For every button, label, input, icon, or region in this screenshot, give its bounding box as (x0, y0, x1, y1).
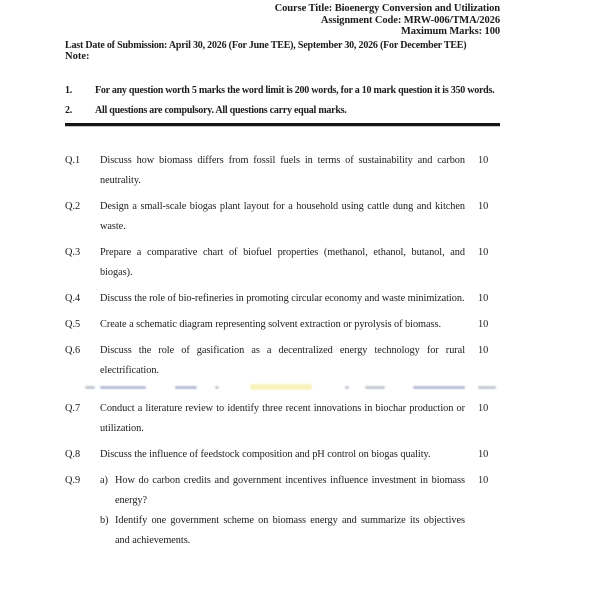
faded-dash (100, 386, 146, 389)
question-number: Q.8 (65, 449, 81, 460)
maximum-marks: Maximum Marks: 100 (400, 26, 500, 37)
separator-line (65, 123, 500, 127)
faded-dash (250, 384, 312, 390)
question-row (65, 471, 500, 551)
faded-dash (215, 386, 219, 389)
last-date-of-submission: Last Date of Submission: April 30, 2026 (For June TEE), September 30, 2026 (For December TEE) (65, 39, 467, 51)
question-text (100, 471, 465, 551)
sub-part-label: a) (100, 475, 108, 486)
sub-part-text: How do carbon credits and government incentives influence investment in biomass energy? (115, 475, 465, 506)
question-text: Discuss the role of bio-refineries in promoting circular economy and waste minimization. (100, 293, 465, 304)
question-sub-part (100, 471, 465, 511)
question-number: Q.5 (65, 319, 81, 330)
question-marks: 10 (478, 475, 489, 486)
question-marks: 10 (478, 345, 489, 356)
questions-list (65, 151, 500, 551)
question-marks: 10 (478, 403, 489, 414)
sub-part-text: Identify one government scheme on biomass energy and summarize its objectives and achievements. (115, 515, 465, 546)
note-item-number: 1. (65, 84, 72, 96)
question-number: Q.1 (65, 155, 81, 166)
question-marks: 10 (478, 201, 489, 212)
question-number: Q.9 (65, 475, 81, 486)
question-row (65, 341, 500, 381)
question-row (65, 197, 500, 237)
note-label: Note: (65, 51, 90, 62)
question-number: Q.4 (65, 293, 81, 304)
question-row (65, 289, 500, 309)
faded-dash (85, 386, 95, 389)
question-text: Discuss the role of gasification as a decentralized energy technology for rural electrification. (100, 345, 465, 376)
note-item (65, 104, 500, 117)
question-row (65, 243, 500, 283)
question-row (65, 151, 500, 191)
question-sub-part (100, 511, 465, 551)
question-marks: 10 (478, 293, 489, 304)
question-number: Q.6 (65, 345, 81, 356)
question-text: Discuss how biomass differs from fossil fuels in terms of sustainability and carbon neutrality. (100, 155, 465, 186)
faded-dash (365, 386, 385, 389)
question-marks: 10 (478, 449, 489, 460)
question-text: Conduct a literature review to identify three recent innovations in biochar production or utilization. (100, 403, 465, 434)
question-text: Design a small-scale biogas plant layout for a household using cattle dung and kitchen waste. (100, 201, 465, 232)
document-header (65, 3, 500, 38)
faded-dash (413, 386, 465, 389)
note-item-text: All questions are compulsory. All questions carry equal marks. (95, 104, 347, 116)
assignment-code: Assignment Code: MRW-006/TMA/2026 (320, 14, 500, 26)
question-text: Prepare a comparative chart of biofuel properties (methanol, ethanol, butanol, and biogas). (100, 247, 465, 278)
question-marks: 10 (478, 247, 489, 258)
question-row (65, 399, 500, 439)
note-item-number: 2. (65, 104, 72, 116)
note-item (65, 84, 500, 97)
document-content (65, 3, 500, 557)
question-row (65, 445, 500, 465)
question-text: Create a schematic diagram representing solvent extraction or pyrolysis of biomass. (100, 319, 441, 330)
question-marks: 10 (478, 319, 489, 330)
question-number: Q.3 (65, 247, 81, 258)
question-marks: 10 (478, 155, 489, 166)
question-text: Discuss the influence of feedstock composition and pH control on biogas quality. (100, 449, 431, 460)
faded-dash (478, 386, 496, 389)
faded-text-artifact (65, 384, 500, 391)
faded-dash (345, 386, 349, 389)
faded-dash (175, 386, 197, 389)
note-item-text: For any question worth 5 marks the word limit is 200 words, for a 10 mark question it is 350 words. (95, 84, 495, 96)
question-row (65, 315, 500, 335)
sub-part-label: b) (100, 515, 109, 526)
course-title: Course Title: Bioenergy Conversion and Utilization (274, 3, 500, 14)
notes-list (65, 84, 500, 117)
question-number: Q.7 (65, 403, 81, 414)
question-number: Q.2 (65, 201, 81, 212)
